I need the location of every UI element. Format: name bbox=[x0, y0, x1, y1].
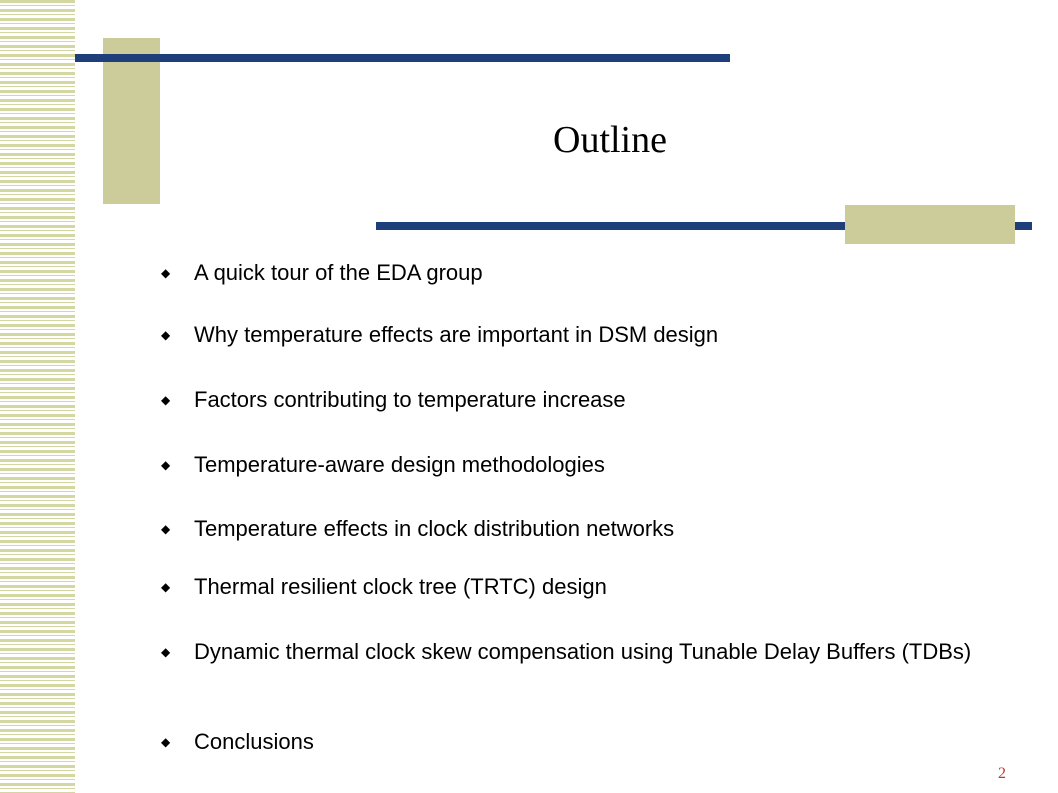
decorative-navy-rule-top bbox=[75, 54, 730, 62]
slide-title: Outline bbox=[553, 119, 667, 161]
page-number: 2 bbox=[998, 765, 1006, 782]
bullet-item bbox=[161, 454, 1021, 476]
bullet-text: A quick tour of the EDA group bbox=[194, 260, 483, 285]
diamond-bullet-icon: ◆ bbox=[161, 328, 171, 342]
decorative-olive-block-top bbox=[103, 38, 160, 204]
bullet-text: Temperature-aware design methodologies bbox=[194, 452, 605, 477]
bullet-item bbox=[161, 262, 1021, 284]
bullet-item bbox=[161, 576, 1021, 598]
bullet-text: Conclusions bbox=[194, 729, 314, 754]
diamond-bullet-icon: ◆ bbox=[161, 735, 171, 749]
bullet-text: Factors contributing to temperature increase bbox=[194, 387, 626, 412]
bullet-item bbox=[161, 389, 1021, 411]
bullet-item bbox=[161, 518, 1021, 540]
bullet-item bbox=[161, 731, 1021, 753]
decorative-olive-block-right bbox=[845, 205, 1015, 244]
bullet-text: Temperature effects in clock distribution networks bbox=[194, 516, 675, 541]
bullet-item bbox=[161, 324, 1021, 346]
diamond-bullet-icon: ◆ bbox=[161, 645, 171, 659]
bullet-item bbox=[161, 641, 1021, 663]
left-striped-margin bbox=[0, 0, 75, 793]
diamond-bullet-icon: ◆ bbox=[161, 458, 171, 472]
bullet-text: Why temperature effects are important in DSM design bbox=[194, 322, 719, 347]
diamond-bullet-icon: ◆ bbox=[161, 580, 171, 594]
bullet-text: Thermal resilient clock tree (TRTC) design bbox=[194, 574, 607, 599]
diamond-bullet-icon: ◆ bbox=[161, 393, 171, 407]
bullet-text: Dynamic thermal clock skew compensation using Tunable Delay Buffers (TDBs) bbox=[194, 639, 972, 664]
diamond-bullet-icon: ◆ bbox=[161, 266, 171, 280]
diamond-bullet-icon: ◆ bbox=[161, 522, 171, 536]
